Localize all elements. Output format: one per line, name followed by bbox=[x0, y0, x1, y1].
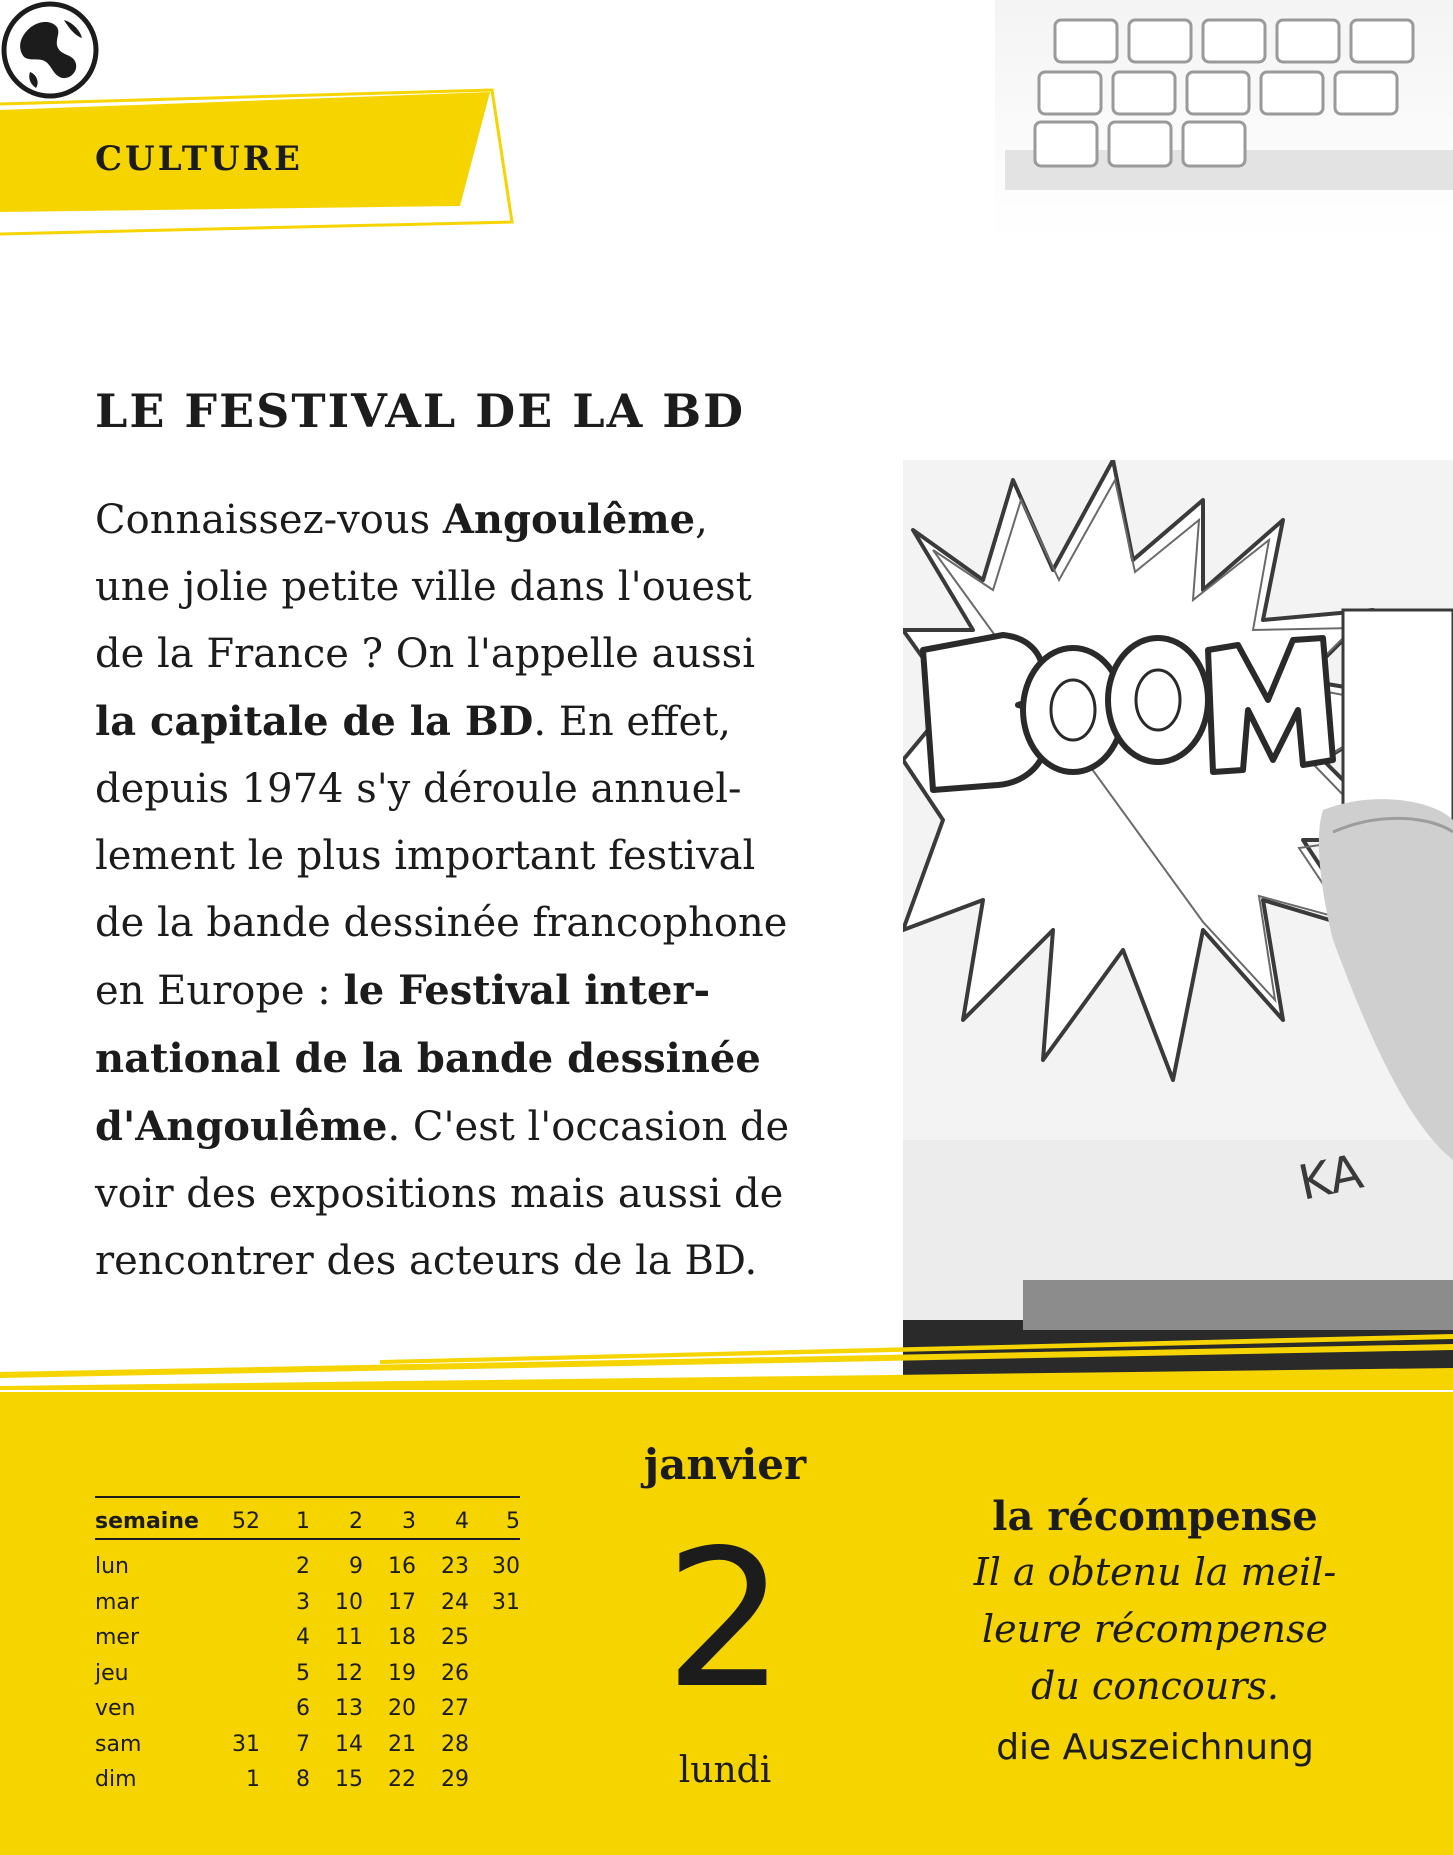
article-bold-text: Angoulême bbox=[442, 496, 696, 543]
calendar-date-cell: 11 bbox=[335, 1625, 363, 1650]
yellow-stripes bbox=[0, 1330, 1453, 1390]
calendar-row-ven bbox=[95, 1696, 520, 1726]
keyboard-photo bbox=[995, 0, 1453, 240]
article-text: rencontrer des acteurs de la BD. bbox=[95, 1238, 758, 1284]
article-text: de la France ? On l'appelle aussi bbox=[95, 631, 755, 677]
article-text: . En effet, bbox=[533, 699, 731, 745]
calendar-date-cell: 3 bbox=[296, 1589, 310, 1615]
calendar-week-number: 5 bbox=[506, 1509, 520, 1534]
calendar-date-cell: 16 bbox=[388, 1554, 416, 1579]
article-body bbox=[95, 486, 855, 1295]
article-text: Connaissez-vous bbox=[95, 497, 443, 543]
article-body-line bbox=[95, 890, 855, 957]
calendar-date-cell: 20 bbox=[388, 1696, 416, 1721]
article-body-line bbox=[95, 688, 855, 756]
calendar-date-cell: 4 bbox=[296, 1625, 310, 1650]
article-body-line bbox=[95, 1025, 855, 1093]
calendar-header-row bbox=[95, 1509, 520, 1539]
article-body-line bbox=[95, 756, 855, 823]
article-body-line bbox=[95, 1161, 855, 1228]
vocabulary-word: la récompense bbox=[992, 1493, 1318, 1540]
calendar-date-cell: 19 bbox=[388, 1660, 416, 1686]
vocabulary-example-line: du concours. bbox=[1031, 1664, 1279, 1708]
globe-icon bbox=[0, 0, 100, 100]
article-text: depuis 1974 s'y déroule annuel- bbox=[95, 766, 742, 812]
calendar-week-number: 52 bbox=[232, 1509, 260, 1534]
calendar-date-cell: 12 bbox=[335, 1660, 363, 1686]
calendar-week-number: 1 bbox=[296, 1509, 310, 1534]
calendar-day-label: dim bbox=[95, 1767, 137, 1792]
calendar-date-cell: 10 bbox=[335, 1589, 363, 1615]
calendar-date-cell: 2 bbox=[296, 1554, 310, 1579]
calendar-date-cell: 24 bbox=[441, 1589, 469, 1615]
calendar-date-cell: 5 bbox=[296, 1660, 310, 1686]
article-bold-text: la capitale de la BD bbox=[95, 698, 534, 745]
svg-text:KA: KA bbox=[1293, 1143, 1368, 1212]
calendar-week-label: semaine bbox=[95, 1509, 199, 1534]
calendar-date-cell: 27 bbox=[441, 1696, 469, 1721]
article-text: une jolie petite ville dans l'ouest bbox=[95, 564, 752, 610]
calendar-date-cell: 29 bbox=[441, 1767, 469, 1792]
article-body-line bbox=[95, 554, 855, 621]
calendar-date-cell: 1 bbox=[246, 1767, 260, 1792]
calendar-date-cell: 15 bbox=[335, 1767, 363, 1792]
calendar-date-cell: 25 bbox=[441, 1625, 469, 1650]
article-text: , bbox=[695, 497, 708, 543]
calendar-week-number: 2 bbox=[349, 1509, 363, 1534]
month-label: janvier bbox=[643, 1440, 807, 1489]
article-body-line bbox=[95, 1228, 855, 1295]
calendar-week-number: 4 bbox=[455, 1509, 469, 1534]
day-number: 2 bbox=[664, 1509, 786, 1730]
calendar-row-lun bbox=[95, 1554, 520, 1584]
category-banner bbox=[0, 0, 560, 260]
vocabulary-example-line: leure récompense bbox=[982, 1607, 1328, 1651]
article-text: voir des expositions mais aussi de bbox=[95, 1171, 784, 1217]
calendar-row-sam bbox=[95, 1732, 520, 1762]
article-body-line bbox=[95, 957, 855, 1025]
article-bold-text: national de la bande dessinée bbox=[95, 1035, 761, 1082]
calendar-date-cell: 31 bbox=[232, 1731, 260, 1757]
calendar-rule-mid bbox=[95, 1538, 520, 1540]
article-bold-text: le Festival inter- bbox=[343, 967, 711, 1014]
article-bold-text: d'Angoulême bbox=[95, 1103, 388, 1150]
vocabulary-translation: die Auszeichnung bbox=[996, 1727, 1314, 1768]
calendar-date-cell: 31 bbox=[492, 1589, 520, 1615]
calendar-date-cell: 26 bbox=[441, 1660, 469, 1686]
article-text: . C'est l'occasion de bbox=[387, 1104, 790, 1150]
calendar-row-mer bbox=[95, 1625, 520, 1655]
vocabulary-example bbox=[925, 1544, 1385, 1715]
calendar-day-label: sam bbox=[95, 1731, 142, 1757]
article-title: LE FESTIVAL DE LA BD bbox=[95, 384, 746, 438]
category-label: CULTURE bbox=[95, 139, 303, 179]
article-body-line bbox=[95, 1093, 855, 1161]
calendar-date-cell: 18 bbox=[388, 1625, 416, 1650]
calendar-day-label: mer bbox=[95, 1625, 140, 1650]
calendar-date-cell: 21 bbox=[388, 1731, 416, 1757]
vocabulary-example-line: Il a obtenu la meil- bbox=[973, 1550, 1337, 1594]
calendar-rule-top bbox=[95, 1496, 520, 1498]
article-body-line bbox=[95, 621, 855, 688]
calendar-date-cell: 8 bbox=[296, 1767, 310, 1792]
calendar-day-label: lun bbox=[95, 1554, 129, 1579]
article-text: de la bande dessinée francophone bbox=[95, 900, 788, 946]
calendar-day-label: jeu bbox=[95, 1660, 129, 1686]
calendar-date-cell: 28 bbox=[441, 1731, 469, 1757]
article-text: en Europe : bbox=[95, 968, 344, 1014]
vocabulary-box bbox=[925, 1490, 1385, 1777]
calendar-row-jeu bbox=[95, 1661, 520, 1691]
calendar-date-cell: 22 bbox=[388, 1767, 416, 1792]
calendar-date-cell: 13 bbox=[335, 1696, 363, 1721]
calendar-date-cell: 7 bbox=[296, 1731, 310, 1757]
calendar-date-cell: 6 bbox=[296, 1696, 310, 1721]
calendar-date-cell: 17 bbox=[388, 1589, 416, 1615]
calendar-row-mar bbox=[95, 1590, 520, 1620]
calendar-date-cell: 9 bbox=[349, 1554, 363, 1579]
weekday-label: lundi bbox=[678, 1750, 772, 1791]
comic-boom-photo bbox=[903, 460, 1453, 1380]
calendar-date-cell: 23 bbox=[441, 1554, 469, 1579]
calendar-day-label: ven bbox=[95, 1696, 136, 1721]
article-text: lement le plus important festival bbox=[95, 833, 756, 879]
calendar-date-cell: 30 bbox=[492, 1554, 520, 1579]
calendar-date-cell: 14 bbox=[335, 1731, 363, 1757]
calendar-week-number: 3 bbox=[402, 1509, 416, 1534]
calendar-row-dim bbox=[95, 1767, 520, 1797]
article-body-line bbox=[95, 486, 855, 554]
calendar-day-label: mar bbox=[95, 1589, 139, 1615]
article-body-line bbox=[95, 823, 855, 890]
